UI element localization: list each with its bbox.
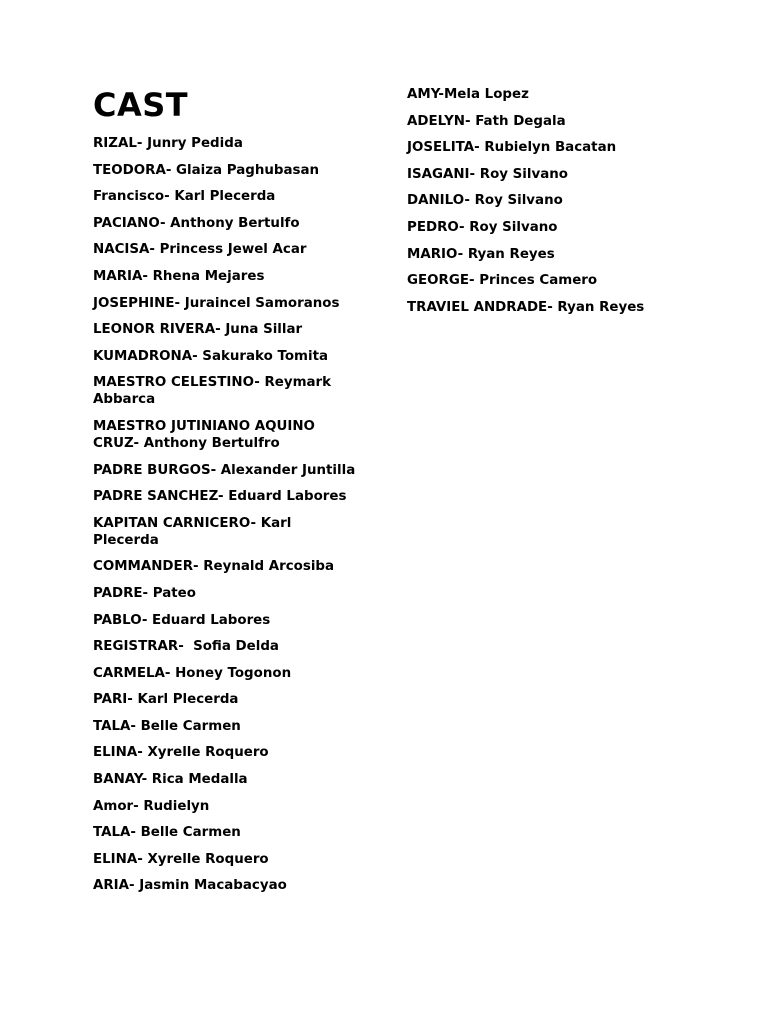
cast-list-left: [93, 135, 358, 904]
cast-entry: AMY-Mela Lopez: [407, 87, 529, 102]
cast-entry: MARIO- Ryan Reyes: [407, 246, 555, 262]
cast-entry: ELINA- Xyrelle Roquero: [93, 851, 269, 867]
cast-entry: TALA- Belle Carmen: [93, 825, 241, 841]
cast-entry: TEODORA- Glaiza Paghubasan: [93, 162, 320, 178]
cast-list-right: [407, 86, 707, 325]
cast-entry: LEONOR RIVERA- Juna Sillar: [93, 322, 303, 338]
cast-entry: NACISA- Princess Jewel Acar: [93, 242, 307, 258]
cast-entry: ARIA- Jasmin Macabacyao: [93, 878, 287, 894]
cast-entry: PADRE SANCHEZ- Eduard Labores: [93, 489, 347, 505]
cast-entry: ELINA- Xyrelle Roquero: [93, 745, 269, 761]
cast-entry: DANILO- Roy Silvano: [407, 193, 563, 209]
page-title: CAST: [93, 86, 189, 124]
cast-entry: COMMANDER- Reynald Arcosiba: [93, 559, 335, 575]
cast-entry: PARI- Karl Plecerda: [93, 692, 239, 708]
cast-entry: MARIA- Rhena Mejares: [93, 268, 265, 284]
cast-entry: MAESTRO JUTINIANO AQUINO CRUZ- Anthony Bertulfro: [93, 418, 320, 451]
cast-entry: CARMELA- Honey Togonon: [93, 665, 292, 681]
cast-entry: TRAVIEL ANDRADE- Ryan Reyes: [407, 299, 645, 315]
cast-entry: BANAY- Rica Medalla: [93, 772, 248, 788]
cast-entry: ADELYN- Fath Degala: [407, 113, 566, 129]
cast-entry: PACIANO- Anthony Bertulfo: [93, 215, 300, 231]
cast-entry: MAESTRO CELESTINO- Reymark Abbarca: [93, 375, 336, 408]
cast-entry: Francisco- Karl Plecerda: [93, 189, 276, 205]
cast-entry: PADRE- Pateo: [93, 585, 196, 601]
cast-entry: PEDRO- Roy Silvano: [407, 219, 558, 235]
cast-entry: PABLO- Eduard Labores: [93, 612, 271, 628]
cast-entry: KUMADRONA- Sakurako Tomita: [93, 348, 329, 364]
cast-entry: Amor- Rudielyn: [93, 798, 210, 814]
cast-entry: TALA- Belle Carmen: [93, 718, 241, 734]
cast-entry: JOSELITA- Rubielyn Bacatan: [407, 140, 617, 156]
cast-entry: KAPITAN CARNICERO- Karl Plecerda: [93, 515, 296, 548]
cast-entry: REGISTRAR- Sofia Delda: [93, 639, 279, 655]
cast-entry: RIZAL- Junry Pedida: [93, 136, 243, 151]
cast-entry: GEORGE- Princes Camero: [407, 273, 598, 289]
cast-entry: PADRE BURGOS- Alexander Juntilla: [93, 462, 356, 478]
cast-entry: JOSEPHINE- Juraincel Samoranos: [93, 295, 340, 311]
cast-entry: ISAGANI- Roy Silvano: [407, 166, 568, 182]
